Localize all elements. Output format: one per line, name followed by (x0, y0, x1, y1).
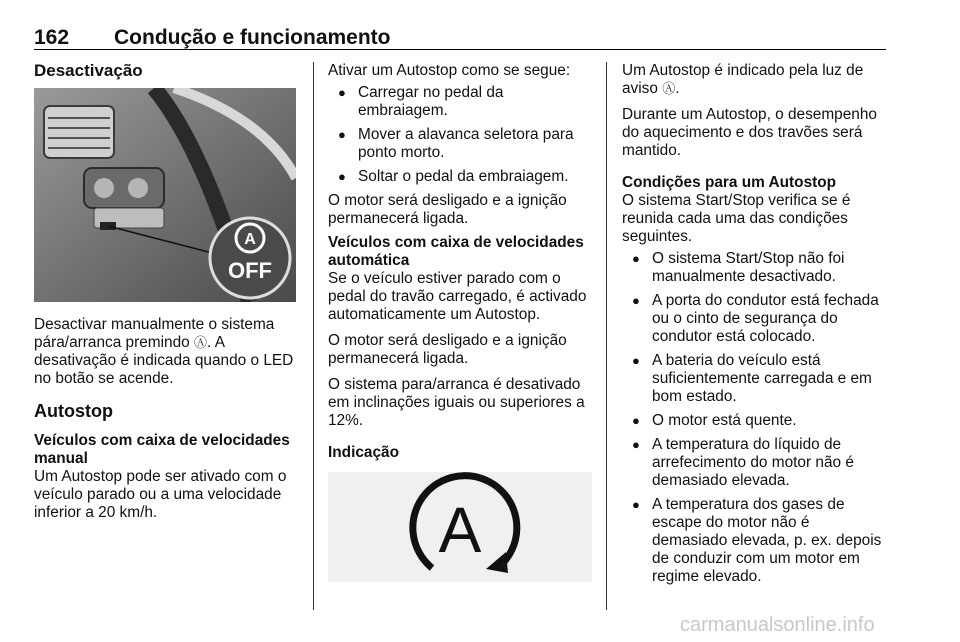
list-item: ● Carregar no pedal da embraiagem. (328, 84, 594, 120)
chapter-title: Condução e funcionamento (114, 26, 391, 49)
conditions-list (622, 250, 888, 586)
paragraph-desactivar: Desactivar manualmente o sistema pára/arranca premindo Ⓐ. A desativação é indicada quando o LED no botão se acende. (34, 316, 294, 387)
list-item: ● A porta do condutor está fechada ou o cinto de segurança do condutor está colocado. (622, 292, 888, 346)
paragraph-performance: Durante um Autostop, o desempenho do aquecimento e dos travões será mantido. (622, 106, 877, 159)
column-divider-1 (313, 62, 314, 610)
paragraph-manual: Um Autostop pode ser ativado com o veículo parado ou a uma velocidade inferior a 20 km/h. (34, 468, 287, 521)
autostop-indicator-icon (328, 472, 592, 582)
paragraph-automatic: Se o veículo estiver parado com o pedal do travão carregado, é activado automaticamente um Autostop. (328, 270, 587, 323)
indicator-figure (328, 472, 592, 582)
column-2 (328, 62, 594, 582)
list-item: ● O sistema Start/Stop não foi manualmente desactivado. (622, 250, 888, 286)
list-item: ● Soltar o pedal da embraiagem. (328, 168, 594, 186)
list-item: ● A temperatura dos gases de escape do motor não é demasiado elevada, p. ex. depois de conduzir com um motor em regime elevado. (622, 496, 888, 586)
paragraph-conditions-intro: O sistema Start/Stop verifica se é reunida cada uma das condições seguintes. (622, 192, 851, 245)
column-divider-2 (606, 62, 607, 610)
section-heading-autostop: Autostop (34, 401, 113, 421)
off-button-label: OFF (228, 258, 272, 283)
list-item: ● A temperatura do líquido de arrefecimento do motor não é demasiado elevada. (622, 436, 888, 490)
dashboard-illustration (34, 88, 296, 302)
list-item: ● O motor está quente. (622, 412, 888, 430)
subheading-indicacao: Indicação (328, 444, 399, 461)
column-3 (622, 62, 888, 592)
indicator-letter: A (438, 494, 482, 566)
paragraph-intro: Ativar um Autostop como se segue: (328, 62, 571, 79)
subheading-conditions: Condições para um Autostop (622, 174, 837, 191)
paragraph-motor: O motor será desligado e a ignição permanecerá ligada. (328, 192, 567, 227)
autostop-icon: Ⓐ (193, 335, 207, 350)
list-item: ● Mover a alavanca seletora para ponto morto. (328, 126, 594, 162)
column-1 (34, 62, 300, 530)
paragraph-motor-2: O motor será desligado e a ignição permanecerá ligada. (328, 332, 567, 367)
section-heading-desactivacao: Desactivação (34, 61, 143, 80)
watermark-text: carmanualsonline.info (680, 614, 875, 636)
subheading-manual: Veículos com caixa de velocidades manual (34, 432, 290, 467)
page-number: 162 (34, 26, 70, 49)
list-item: ● A bateria do veículo está suficientemente carregada e em bom estado. (622, 352, 888, 406)
autostop-icon: Ⓐ (662, 81, 676, 96)
subheading-automatic: Veículos com caixa de velocidades automática (328, 234, 584, 269)
header-rule (34, 49, 886, 50)
paragraph-incline: O sistema para/arranca é desativado em inclinações iguais ou superiores a 12%. (328, 376, 585, 429)
steps-list (328, 84, 594, 186)
paragraph-indicated: Um Autostop é indicado pela luz de aviso Ⓐ. (622, 62, 864, 97)
svg-text:A: A (244, 231, 256, 248)
dashboard-figure (34, 88, 296, 302)
